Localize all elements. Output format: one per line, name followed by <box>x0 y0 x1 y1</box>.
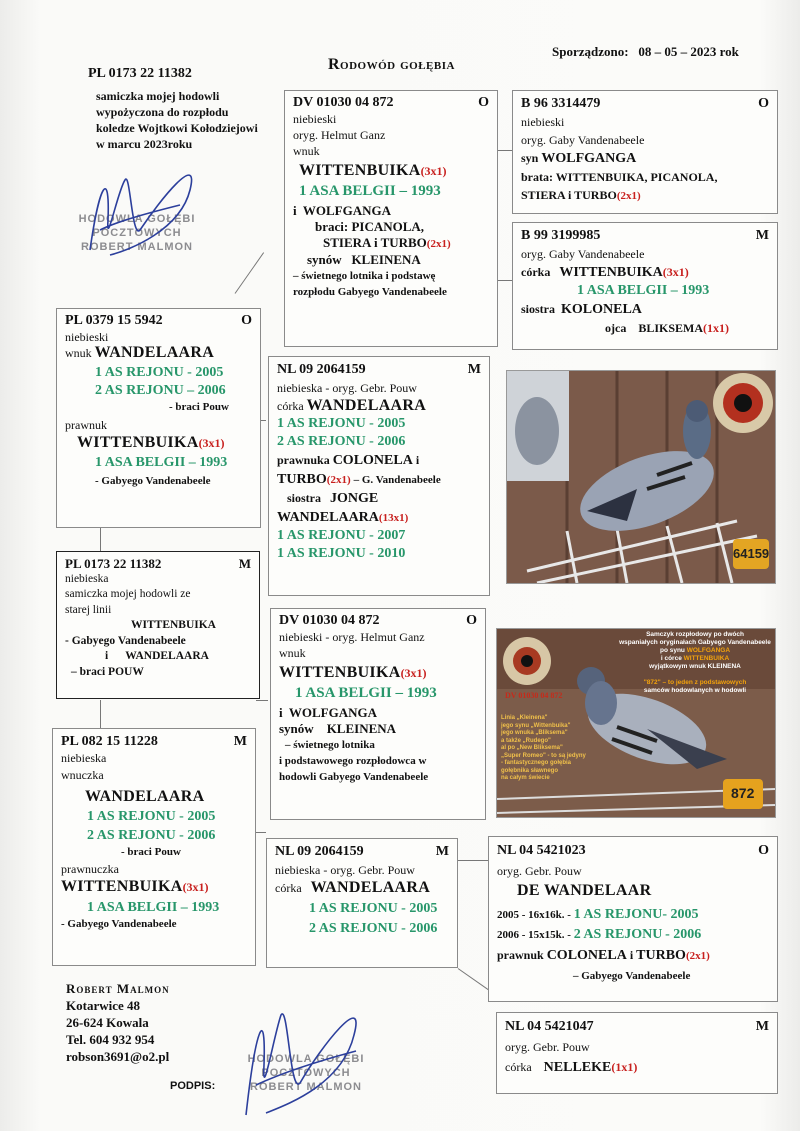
pigeon-photo-grandfather <box>496 628 776 818</box>
text-line: - braci Pouw <box>169 401 229 413</box>
text-line: 2006 - 15x15k. - <box>497 929 571 941</box>
title-line: 2 AS REJONU <box>573 927 663 942</box>
caption-line: na całym świecie <box>501 775 550 781</box>
text-line: oryg. Helmut Ganz <box>293 128 386 142</box>
owner-note <box>76 66 281 152</box>
title-line: 2 AS REJONU - 2006 <box>87 828 216 843</box>
pigeon-name: WOLFGANGA <box>541 151 637 166</box>
leg-band-number: 64159 <box>733 546 770 561</box>
breeder-contact <box>66 980 170 1065</box>
text-line: – braci POUW <box>71 665 144 678</box>
pigeon-name: WANDELAARA <box>94 344 215 361</box>
text-line: i <box>279 705 283 720</box>
text-line: syn <box>521 151 539 165</box>
ring-number: B 96 3314479 <box>521 96 601 111</box>
sex-marker: O <box>758 843 769 858</box>
date-line <box>552 44 739 60</box>
caption-line: jego wnuka „Bliksema" <box>501 730 568 736</box>
caption-line: „Super Romeo" - to są jedyny <box>501 752 586 759</box>
wins-mark: (13x1) <box>378 512 409 524</box>
wins-mark: (3x1) <box>198 436 225 450</box>
pedigree-box-great-grandmother <box>512 222 778 350</box>
caption-line: Samczyk rozpłodowy po dwóch <box>646 631 744 638</box>
pigeon-name: WITTENBUIKA <box>279 664 401 681</box>
pigeon-name: WANDELAARA <box>310 879 431 896</box>
caption-name: WOLFGANGA <box>686 647 731 654</box>
title-line: 2 AS REJONU - 2006 <box>277 434 406 449</box>
text-line: synów <box>307 252 342 267</box>
photo-ring-label: DV 01030 04 872 <box>505 691 563 700</box>
pigeon-name: WANDELAARA <box>125 650 209 662</box>
text-line: oryg. Gebr. Pouw <box>505 1040 590 1054</box>
text-line: niebieska - oryg. Gebr. Pouw <box>277 381 417 395</box>
pigeon-name: COLONELA <box>546 948 627 963</box>
pigeon-photo-sire <box>506 370 776 584</box>
text-line: - Gabyego Vandenabeele <box>61 918 177 930</box>
pedigree-box-dam <box>52 728 256 966</box>
text-line: niebieski <box>293 112 337 126</box>
text-line: - braci Pouw <box>121 846 181 858</box>
pedigree-box-great-grandfather <box>512 90 778 214</box>
title-line: 1 ASA BELGII – 1993 <box>295 685 437 701</box>
text-line: i podstawowego rozpłodowca w <box>279 755 427 767</box>
text-line: córka <box>505 1060 532 1074</box>
ring-number: PL 082 15 11228 <box>61 734 158 749</box>
pedigree-box-grandfather-maternal <box>270 608 486 820</box>
pigeon-name: WOLFGANGA <box>302 203 392 218</box>
sex-marker: M <box>755 228 769 243</box>
ring-number: NL 09 2064159 <box>277 362 366 377</box>
wins-mark: (1x1) <box>703 321 730 335</box>
title-line: 1 AS REJONU <box>573 907 663 922</box>
pigeon-name: WOLFGANGA <box>288 705 378 720</box>
pigeon-name: TURBO <box>636 948 686 963</box>
text-line: niebieska <box>61 751 107 765</box>
text-line: samiczka mojej hodowli ze <box>65 588 191 600</box>
signature-icon <box>70 160 220 270</box>
caption-line: Linia „Kleinena" <box>501 715 548 721</box>
title-line: 1 ASA BELGII – 1993 <box>577 283 710 298</box>
pigeon-name: WANDELAARA <box>277 510 379 525</box>
pigeon-name: KOLONELA <box>561 302 642 317</box>
wins-mark: (3x1) <box>182 880 209 894</box>
text-line: – Gabyego Vandenabeele <box>573 970 691 982</box>
connector-line <box>458 860 488 861</box>
connector-line <box>256 700 268 701</box>
address-line: Kotarwice 48 <box>66 998 141 1013</box>
connector-line <box>458 968 491 992</box>
text-line: – świetnego lotnika i podstawę <box>293 270 436 282</box>
title-line: 1 AS REJONU - 2007 <box>277 528 406 543</box>
text-line: wnuk <box>65 346 92 360</box>
owner-note-line: w marcu 2023roku <box>96 137 193 151</box>
wins-mark: (2x1) <box>685 950 710 962</box>
connector-line <box>100 527 101 551</box>
pigeon-name: WITTENBUIKA <box>299 162 421 179</box>
caption-line: i córce <box>660 655 682 662</box>
pedigree-box-subject <box>56 551 260 699</box>
pigeon-name: TURBO <box>277 472 327 487</box>
owner-note-line: samiczka mojej hodowli <box>96 89 220 103</box>
pigeon-name: BLIKSEMA <box>638 321 704 335</box>
pigeon-name: JONGE <box>330 491 379 506</box>
pedigree-box-great-grandmother-maternal <box>496 1012 778 1094</box>
caption-line: samców hodowlanych w hodowli <box>643 687 747 694</box>
pedigree-box-grandmother-paternal <box>268 356 490 596</box>
text-line: – świetnego lotnika <box>285 739 375 751</box>
text-line: - Gabyego Vandenabeele <box>95 475 211 487</box>
caption-line: wyjątkowym wnuk KLEINENA <box>649 663 741 670</box>
text-line: córka <box>521 265 551 279</box>
wins-mark: (2x1) <box>426 238 451 250</box>
text-line: - Gabyego Vandenabeele <box>65 634 186 647</box>
text-line: wnuk <box>279 646 306 660</box>
pigeon-name: WITTENBUIKA <box>61 878 183 895</box>
connector-line <box>235 252 264 294</box>
title-line: 1 ASA BELGII – 1993 <box>95 455 228 470</box>
title-line: 2 AS REJONU – 2006 <box>95 383 226 398</box>
pigeon-name: WANDELAARA <box>85 788 205 805</box>
stamp-line: POCZTOWYCH <box>261 1067 351 1079</box>
sex-marker: O <box>241 313 252 328</box>
owner-note-line: koledze Wojtkowi Kołodziejowi <box>96 121 258 135</box>
caption-line: - fantastycznego gołębia <box>501 760 572 766</box>
pedigree-box-great-grandfather-maternal <box>488 836 778 1002</box>
text-line: oryg. Gaby Vandenabeele <box>521 247 645 261</box>
owner-note-line: wypożyczona do rozpłodu <box>96 105 229 119</box>
wins-mark: (3x1) <box>400 666 427 680</box>
text-line: niebieski <box>521 115 565 129</box>
text-line: siostra <box>521 302 555 316</box>
pigeon-name: WITTENBUIKA <box>77 434 199 451</box>
caption-line: jego synu „Wittenbuika" <box>501 722 571 729</box>
caption-line: al po „New Bliksema" <box>501 745 563 751</box>
stamp-line: ROBERT MALMON <box>81 241 193 253</box>
title-line: 1 ASA BELGII – 1993 <box>299 183 441 199</box>
caption-name: WITTENBUIKA <box>683 655 730 662</box>
connector-line <box>100 700 101 728</box>
sex-marker: M <box>238 556 251 571</box>
text-line: rozpłodu Gabyego Vandenabeele <box>293 286 447 298</box>
sex-marker: M <box>435 844 449 859</box>
sex-marker: O <box>758 96 769 111</box>
text-line: – G. Vandenabeele <box>353 474 441 486</box>
caption-line: gołębnika sławnego <box>501 767 559 774</box>
pigeon-name: KLEINENA <box>326 721 397 736</box>
text-line: braci: PICANOLA, <box>315 219 425 234</box>
ring-number: NL 04 5421047 <box>505 1019 594 1034</box>
caption-line: "872" – to jeden z podstawowych <box>643 679 747 686</box>
date-value: 08 – 05 – 2023 rok <box>638 44 739 59</box>
text-line: córka <box>275 881 302 895</box>
email: robson3691@o2.pl <box>66 1049 170 1064</box>
pigeon-name: DE WANDELAAR <box>517 882 652 899</box>
pigeon-name: KLEINENA <box>351 252 421 267</box>
ring-number: PL 0379 15 5942 <box>65 313 163 328</box>
text-line: prawnuczka <box>61 862 119 876</box>
text-line: oryg. Gaby Vandenabeele <box>521 133 645 147</box>
text-line: niebieska <box>65 572 109 585</box>
text-line: niebieski <box>65 330 109 344</box>
wins-mark: (3x1) <box>420 164 447 178</box>
sex-marker: M <box>233 734 247 749</box>
title-line: 2 AS REJONU - 2006 <box>309 921 438 936</box>
leg-band-number: 872 <box>731 785 755 801</box>
wins-mark: (1x1) <box>611 1060 638 1074</box>
title-line: 1 AS REJONU - 2005 <box>277 416 406 431</box>
signature-label: PODPIS: <box>170 1080 216 1092</box>
text-line: prawnuka <box>277 453 330 467</box>
ring-number: DV 01030 04 872 <box>293 95 394 110</box>
text-line: i <box>105 650 109 662</box>
pedigree-box-sire <box>56 308 261 528</box>
wins-mark: (3x1) <box>662 265 689 279</box>
caption-line: po synu <box>659 647 685 654</box>
date-label: Sporządzono: <box>552 44 629 59</box>
stamp-line: HODOWLA GOŁĘBI <box>78 213 196 225</box>
text-line: synów <box>279 721 314 736</box>
wins-mark: (2x1) <box>326 474 351 486</box>
sex-marker: O <box>466 613 477 628</box>
pedigree-box-grandmother-maternal <box>266 838 458 968</box>
text-line: prawnuk <box>65 418 107 432</box>
photo-caption <box>615 631 775 695</box>
stamp-line: ROBERT MALMON <box>250 1081 362 1093</box>
title-line: - 2006 <box>665 927 702 942</box>
ring-number: B 99 3199985 <box>521 228 601 243</box>
text-line: hodowli Gabyego Vandenabeele <box>279 771 429 783</box>
pigeon-name: NELLEKE <box>543 1060 612 1075</box>
text-line: STIERA i TURBO <box>521 188 617 202</box>
text-line: wnuk <box>293 144 320 158</box>
connector-line <box>256 832 266 833</box>
text-line: 2005 - 16x16k. - <box>497 909 571 921</box>
breeder-name: Robert Malmon <box>66 981 170 996</box>
title-line: - 2005 <box>662 907 699 922</box>
text-line: ojca <box>605 321 627 335</box>
pigeon-name: WITTENBUIKA <box>131 619 216 631</box>
text-line: niebieski - oryg. Helmut Ganz <box>279 630 425 644</box>
stamp-line: HODOWLA GOŁĘBI <box>247 1053 365 1065</box>
title-line: 1 AS REJONU - 2010 <box>277 546 406 561</box>
pedigree-box-grandfather-paternal <box>284 90 498 347</box>
signature-bottom-icon <box>226 995 376 1125</box>
stamp-line: POCZTOWYCH <box>92 227 182 239</box>
ring-number: NL 04 5421023 <box>497 843 586 858</box>
text-line: siostra <box>287 491 321 505</box>
page-title: Rodowód gołębia <box>328 56 455 73</box>
pigeon-name: COLONELA <box>332 453 413 468</box>
text-line: wnuczka <box>61 768 104 782</box>
text-line: i <box>629 948 634 962</box>
pigeon-name: WANDELAARA <box>306 397 427 414</box>
ring-number: PL 0173 22 11382 <box>65 556 162 571</box>
title-line: 1 ASA BELGII – 1993 <box>87 900 220 915</box>
caption-line: a także „Rudego" <box>501 737 551 744</box>
text-line: córka <box>277 399 304 413</box>
text-line: niebieska - oryg. Gebr. Pouw <box>275 863 415 877</box>
title-line: 1 AS REJONU - 2005 <box>309 901 438 916</box>
photo-lineage-caption <box>501 715 601 783</box>
text-line: oryg. Gebr. Pouw <box>497 864 582 878</box>
sex-marker: O <box>478 95 489 110</box>
text-line: starej linii <box>65 603 112 616</box>
wins-mark: (2x1) <box>616 190 641 202</box>
caption-line: wspaniałych oryginałach Gabyego Vandenabeele <box>619 639 771 646</box>
phone: Tel. 604 932 954 <box>66 1032 155 1047</box>
owner-note-ring: PL 0173 22 11382 <box>88 66 192 81</box>
text-line: i <box>293 203 297 218</box>
pigeon-name: WITTENBUIKA <box>559 265 663 280</box>
text-line: STIERA i TURBO <box>323 235 427 250</box>
sex-marker: M <box>467 362 481 377</box>
text-line: brata: WITTENBUIKA, PICANOLA, <box>521 170 718 184</box>
sex-marker: M <box>755 1019 769 1034</box>
title-line: 1 AS REJONU - 2005 <box>95 365 224 380</box>
address-line: 26-624 Kowala <box>66 1015 149 1030</box>
ring-number: DV 01030 04 872 <box>279 613 380 628</box>
text-line: prawnuk <box>497 948 544 962</box>
text-line: i <box>415 453 420 467</box>
ring-number: NL 09 2064159 <box>275 844 364 859</box>
title-line: 1 AS REJONU - 2005 <box>87 809 216 824</box>
